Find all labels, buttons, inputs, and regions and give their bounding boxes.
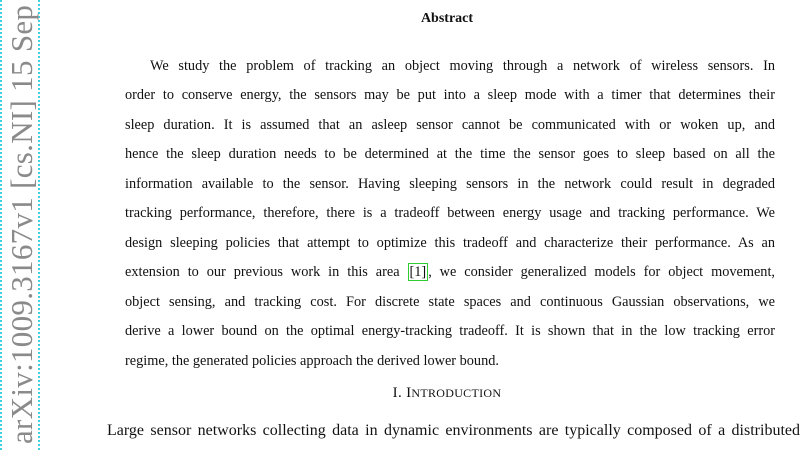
abstract-line: design sleeping policies that attempt to optimize this tradeoff and characterize their performance. As an: [125, 234, 775, 251]
abstract-line: sleep duration. It is assumed that an asleep sensor cannot be communicated with or woken up, and: [125, 116, 775, 133]
abstract-line: information available to the sensor. Having sleeping sensors in the network could result in degraded: [125, 175, 775, 192]
abstract-line: We study the problem of tracking an object moving through a network of wireless sensors. In: [150, 57, 775, 74]
abstract-line: [125, 264, 775, 281]
abstract-line: tracking performance, therefore, there is a tradeoff between energy usage and tracking performance. We: [125, 204, 775, 221]
abstract-text: extension to our previous work in this area: [125, 263, 408, 280]
introduction-line: Large sensor networks collecting data in dynamic environments are typically composed of a distributed: [107, 422, 800, 439]
abstract-line: object sensing, and tracking cost. For discrete state spaces and continuous Gaussian observations, we: [125, 293, 775, 310]
abstract-text: , we consider generalized models for object movement,: [428, 263, 775, 280]
section-initial: I: [406, 385, 412, 401]
section-heading-introduction: [0, 385, 800, 402]
abstract-line: derive a lower bound on the optimal energy-tracking tradeoff. It is shown that in the low tracking error: [125, 322, 775, 339]
arxiv-watermark[interactable]: [0, 0, 40, 450]
abstract-line: order to conserve energy, the sensors may be put into a sleep mode with a timer that determines their: [125, 86, 775, 103]
arxiv-identifier[interactable]: arXiv:1009.3167v1 [cs.NI] 15 Sep: [4, 4, 39, 444]
abstract-line: regime, the generated policies approach the derived lower bound.: [125, 352, 499, 369]
section-number: I.: [392, 385, 407, 401]
abstract-heading: Abstract: [420, 11, 474, 26]
citation-link[interactable]: [1]: [409, 263, 427, 280]
section-title-rest: NTRODUCTION: [411, 386, 502, 400]
abstract-line: hence the sleep duration needs to be determined at the time the sensor goes to sleep based on all the: [125, 145, 775, 162]
